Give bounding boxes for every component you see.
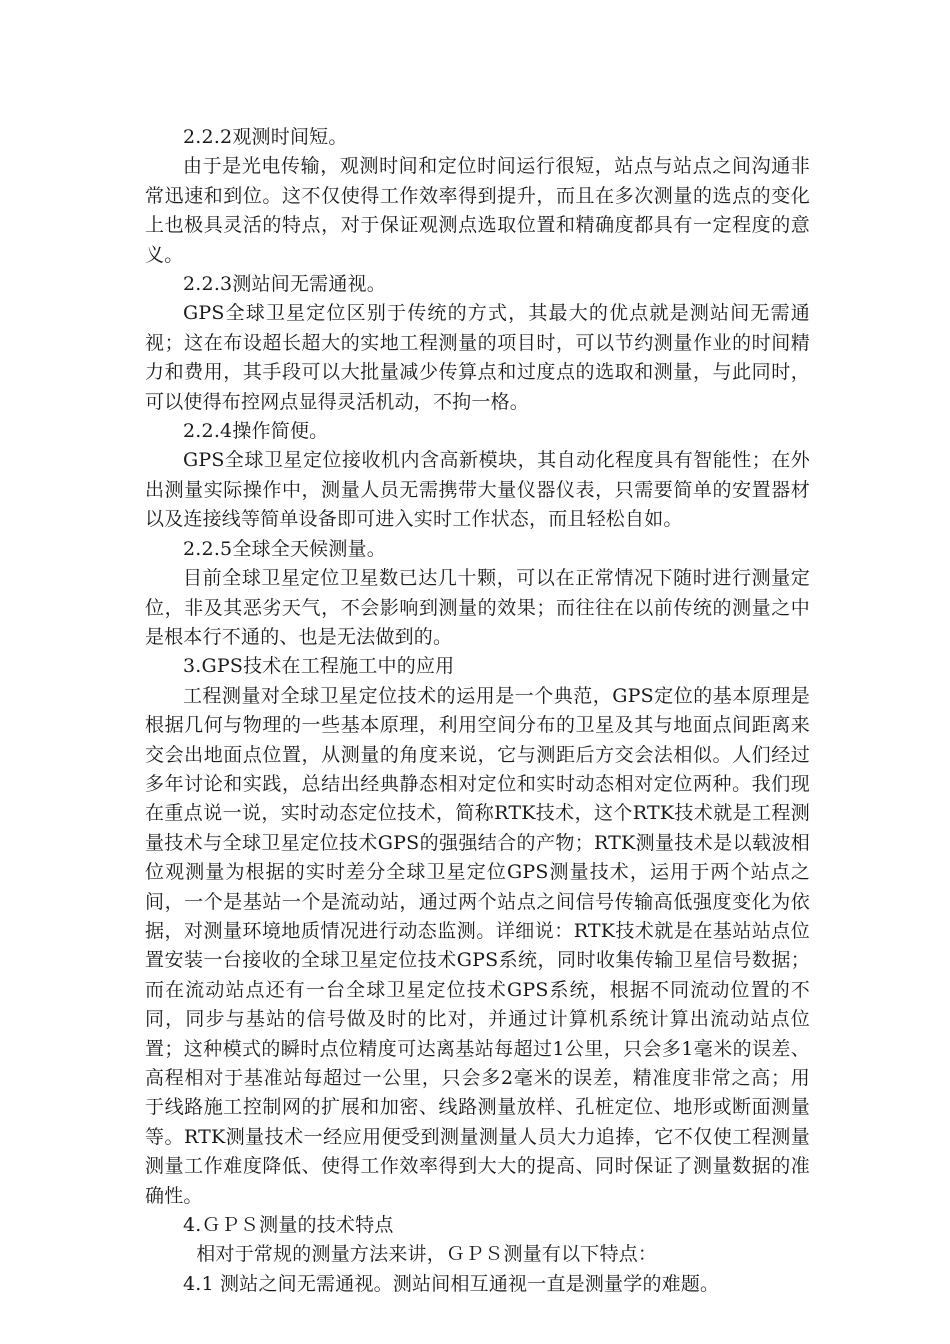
- body-paragraph: GPS全球卫星定位区别于传统的方式，其最大的优点就是测站间无需通视；这在布设超长超大的实地工程测量的项目时，可以节约测量作业的时间精力和费用，其手段可以大批量减少传算点和过度点的选取和测量，与此同时，可以使得布控网点显得灵活机动，不拘一格。: [145, 302, 810, 413]
- body-paragraph: 工程测量对全球卫星定位技术的运用是一个典范，GPS定位的基本原理是根据几何与物理的一些基本原理，利用空间分布的卫星及其与地面点间距离来交会出地面点位置，从测量的角度来说，它与测距后方交会法相似。人们经过多年讨论和实践，总结出经典静态相对定位和实时动态相对定位两种。我们现在重点说一说，实时动态定位技术，简称RTK技术，这个RTK技术就是工程测量技术与全球卫星定位技术GPS的强强结合的产物；RTK测量技术是以载波相位观测量为根据的实时差分全球卫星定位GPS测量技术，运用于两个站点之间，一个是基站一个是流动站，通过两个站点之间信号传输高低强度变化为依据，对测量环境地质情况进行动态监测。详细说：RTK技术就是在基站站点位置安装一台接收的全球卫星定位技术GPS系统，同时收集传输卫星信号数据；而在流动站点还有一台全球卫星定位技术GPS系统，根据不同流动位置的不同，同步与基站的信号做及时的比对，并通过计算机系统计算出流动站点位置；这种模式的瞬时点位精度可达离基站每超过1公里，只会多1毫米的误差、高程相对于基准站每超过一公里，只会多2毫米的误差，精准度非常之高；用于线路施工控制网的扩展和加密、线路测量放样、孔桩定位、地形或断面测量等。RTK测量技术一经应用便受到测量测量人员大力追捧，它不仅使工程测量测量工作难度降低、使得工作效率得到大大的提高、同时保证了测量数据的准确性。: [145, 684, 810, 1207]
- body-paragraph: GPS全球卫星定位接收机内含高新模块，其自动化程度具有智能性；在外出测量实际操作中，测量人员无需携带大量仪器仪表，只需要简单的安置器材以及连接线等简单设备即可进入实时工作状态，而且轻松自如。: [145, 449, 810, 531]
- document-body: [145, 123, 810, 1299]
- section-heading-3: 3.GPS技术在工程施工中的应用: [183, 655, 455, 678]
- body-paragraph: 目前全球卫星定位卫星数已达几十颗，可以在正常情况下随时进行测量定位，非及其恶劣天气，不会影响到测量的效果；而往往在以前传统的测量之中是根本行不通的、也是无法做到的。: [145, 567, 810, 648]
- section-heading-2-2-4: 2.2.4操作简便。: [183, 420, 329, 443]
- section-heading-2-2-5: 2.2.5全球全天候测量。: [183, 537, 386, 560]
- section-heading-2-2-2: 2.2.2观测时间短。: [183, 126, 348, 148]
- section-heading-2-2-3: 2.2.3测站间无需通视。: [183, 273, 386, 296]
- section-heading-4: 4.ＧＰＳ测量的技术特点: [183, 1214, 394, 1237]
- body-paragraph: 由于是光电传输，观测时间和定位时间运行很短，站点与站点之间沟通非常迅速和到位。这不仅使得工作效率得到提升，而且在多次测量的选点的变化上也极具灵活的特点，对于保证观测点选取位置和精确度都具有一定程度的意义。: [145, 155, 810, 266]
- section-heading-4-1: 4.1 测站之间无需通视。测站间相互通视一直是测量学的难题。: [183, 1272, 720, 1295]
- body-paragraph: 相对于常规的测量方法来讲，ＧＰＳ测量有以下特点：: [196, 1243, 658, 1266]
